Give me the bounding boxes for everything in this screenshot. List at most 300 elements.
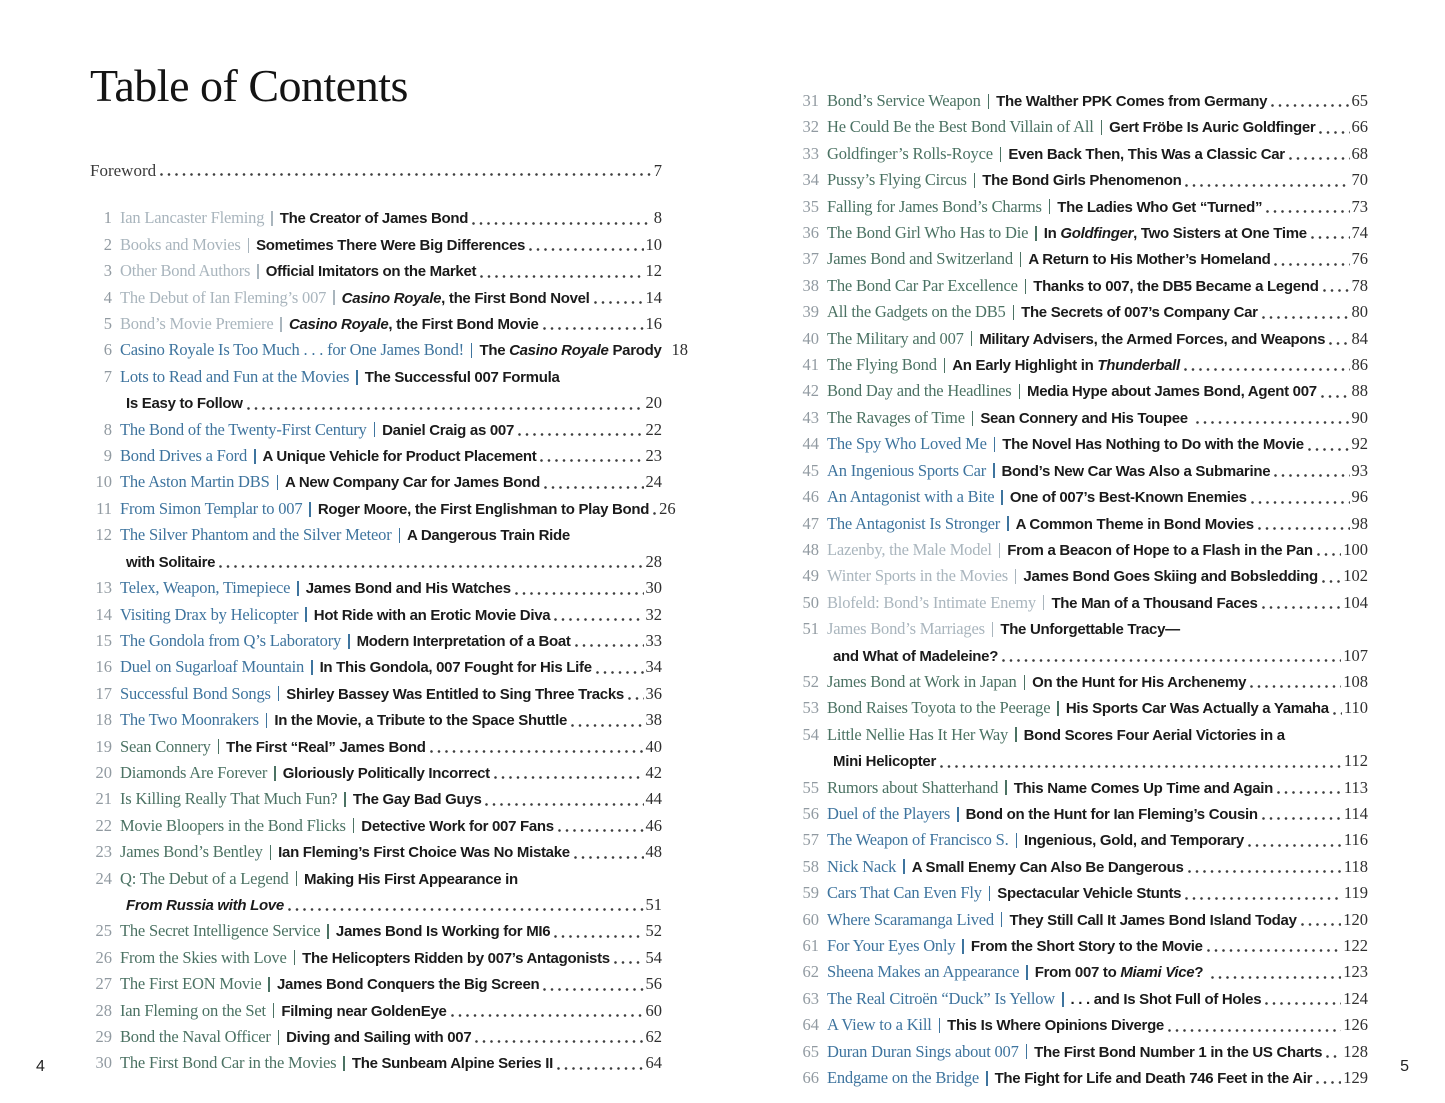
entry-topic: Rumors about Shatterhand bbox=[827, 777, 999, 797]
entry-body bbox=[120, 839, 662, 865]
subtitle-segment: Daniel Craig as 007 bbox=[382, 421, 514, 439]
separator-bar bbox=[311, 660, 313, 675]
toc-entry bbox=[90, 522, 662, 575]
dot-leader bbox=[653, 496, 657, 522]
entry-number: 61 bbox=[802, 936, 819, 955]
separator-bar bbox=[1001, 490, 1003, 505]
entry-subtitle bbox=[996, 89, 1267, 114]
entry-body bbox=[827, 827, 1368, 853]
entry-line bbox=[827, 273, 1368, 299]
dot-leader bbox=[451, 998, 644, 1024]
entry-subtitle bbox=[285, 470, 540, 495]
entry-subtitle bbox=[289, 312, 539, 337]
entry-page-number: 16 bbox=[645, 314, 662, 334]
entry-line bbox=[827, 907, 1368, 933]
toc-entry bbox=[797, 959, 1368, 985]
entry-number: 29 bbox=[95, 1027, 112, 1046]
separator-bar bbox=[218, 739, 220, 754]
dot-leader bbox=[1322, 563, 1341, 589]
entry-topic: Lots to Read and Fun at the Movies bbox=[120, 366, 350, 386]
entry-number: 2 bbox=[103, 234, 112, 254]
entry-body bbox=[827, 880, 1368, 906]
entry-body bbox=[120, 918, 662, 944]
toc-entry bbox=[90, 998, 662, 1024]
entry-page-number: 28 bbox=[645, 551, 662, 571]
entry-number: 47 bbox=[802, 513, 819, 533]
entry-subtitle bbox=[353, 787, 482, 812]
entry-line bbox=[120, 918, 662, 944]
entry-number: 60 bbox=[802, 909, 819, 929]
separator-bar bbox=[333, 290, 335, 305]
entry-topic: Visiting Drax by Helicopter bbox=[120, 604, 299, 624]
dot-leader bbox=[1185, 167, 1349, 193]
entry-body bbox=[827, 986, 1368, 1012]
separator-bar bbox=[1015, 569, 1017, 584]
subtitle-segment: James Bond and His Watches bbox=[305, 580, 511, 598]
entry-number: 12 bbox=[95, 525, 112, 545]
page-title: Table of Contents bbox=[90, 60, 408, 111]
toc-entry bbox=[797, 458, 1368, 484]
entry-topic: Bond’s Movie Premiere bbox=[120, 314, 274, 334]
subtitle-segment: Bond Scores Four Aerial Victories in a bbox=[1023, 726, 1285, 744]
subtitle-segment: Is Easy to Follow bbox=[126, 395, 243, 413]
toc-entry bbox=[90, 654, 662, 680]
separator-bar bbox=[1026, 1044, 1028, 1059]
entry-page-number: 20 bbox=[645, 393, 662, 413]
entry-number: 8 bbox=[103, 419, 112, 439]
separator-bar bbox=[1024, 675, 1026, 690]
dot-leader bbox=[1251, 484, 1350, 510]
subtitle-segment: Casino Royale bbox=[509, 342, 609, 360]
entry-body bbox=[120, 786, 662, 812]
entry-topic: An Ingenious Sports Car bbox=[827, 460, 987, 480]
subtitle-segment: The Creator of James Bond bbox=[279, 210, 469, 228]
entry-body bbox=[827, 484, 1368, 510]
entry-number: 59 bbox=[802, 883, 819, 903]
subtitle-segment: Military Advisers, the Armed Forces, and Weapons bbox=[979, 330, 1326, 348]
toc-entries-left bbox=[90, 205, 688, 1076]
dot-leader bbox=[1333, 695, 1342, 721]
dot-leader bbox=[1265, 986, 1341, 1012]
subtitle-segment: Modern Interpretation of a Boat bbox=[356, 632, 571, 650]
toc-entry bbox=[90, 707, 662, 733]
subtitle-segment: Thunderball bbox=[1097, 357, 1180, 375]
entry-topic: Ian Lancaster Fleming bbox=[120, 208, 265, 228]
toc-entry bbox=[90, 496, 676, 522]
toc-entry bbox=[90, 417, 662, 443]
separator-bar bbox=[1015, 727, 1017, 742]
entry-subtitle bbox=[1014, 776, 1273, 801]
entry-body bbox=[120, 364, 662, 417]
entry-page-number: 65 bbox=[1351, 91, 1368, 110]
entry-number: 66 bbox=[802, 1068, 819, 1088]
subtitle-segment: The Novel Has Nothing to Do with the Movie bbox=[1002, 436, 1304, 454]
entry-subtitle bbox=[971, 934, 1203, 959]
entry-line bbox=[827, 431, 1368, 457]
entry-body bbox=[827, 537, 1368, 563]
dot-leader bbox=[1319, 114, 1349, 140]
entry-subtitle bbox=[281, 999, 446, 1024]
entry-number: 1 bbox=[103, 208, 112, 228]
dot-leader bbox=[614, 945, 644, 971]
entry-line bbox=[120, 417, 662, 443]
entry-line bbox=[120, 311, 662, 337]
subtitle-segment: In This Gondola, 007 Fought for His Life bbox=[319, 659, 592, 677]
entry-body bbox=[827, 959, 1368, 985]
entry-subtitle bbox=[278, 840, 570, 865]
entry-number: 16 bbox=[95, 657, 112, 677]
entry-topic: Bond’s Service Weapon bbox=[827, 91, 981, 110]
dot-leader bbox=[160, 158, 652, 183]
subtitle-segment: In the Movie, a Tribute to the Space Shuttle bbox=[274, 712, 568, 730]
entry-body bbox=[120, 602, 662, 628]
entry-topic: Nick Nack bbox=[827, 856, 897, 876]
subtitle-segment: His Sports Car Was Actually a Yamaha bbox=[1065, 700, 1329, 718]
subtitle-segment: From the Short Story to the Movie bbox=[970, 938, 1203, 955]
toc-entry bbox=[797, 827, 1368, 853]
separator-bar bbox=[1019, 384, 1021, 399]
entry-topic: The Spy Who Loved Me bbox=[827, 434, 987, 454]
entry-subtitle bbox=[1033, 274, 1318, 299]
entry-body bbox=[120, 971, 662, 997]
entry-subtitle bbox=[361, 814, 554, 839]
toc-entry bbox=[90, 285, 662, 311]
entry-subtitle bbox=[479, 338, 661, 363]
separator-bar bbox=[356, 370, 358, 385]
separator-bar bbox=[999, 543, 1001, 558]
entry-subtitle bbox=[126, 391, 243, 416]
entry-topic: James Bond at Work in Japan bbox=[827, 671, 1017, 691]
subtitle-segment: The Successful 007 Formula bbox=[364, 368, 560, 386]
separator-bar bbox=[254, 449, 256, 464]
separator-bar bbox=[903, 859, 905, 874]
toc-entry bbox=[90, 971, 662, 997]
separator-bar bbox=[266, 713, 268, 728]
foreword-page-number: 7 bbox=[653, 161, 662, 180]
entry-subtitle bbox=[277, 972, 539, 997]
entry-subtitle bbox=[306, 576, 511, 601]
entry-line bbox=[827, 669, 1368, 695]
entry-body bbox=[120, 417, 662, 443]
entry-topic: The Debut of Ian Fleming’s 007 bbox=[120, 287, 327, 307]
subtitle-segment: Gert Fröbe Is Auric Goldfinger bbox=[1109, 119, 1316, 137]
entry-topic: Duel of the Players bbox=[827, 803, 951, 823]
entry-line bbox=[120, 522, 662, 548]
toc-entry bbox=[797, 590, 1368, 616]
subtitle-segment: This Is Where Opinions Diverge bbox=[947, 1017, 1164, 1035]
entry-line bbox=[120, 654, 662, 680]
entry-subtitle bbox=[912, 855, 1184, 880]
entry-topic: Casino Royale Is Too Much . . . for One James Bond! bbox=[120, 340, 464, 360]
entry-topic: James Bond and Switzerland bbox=[827, 249, 1013, 269]
entry-number: 18 bbox=[95, 710, 112, 730]
toc-entry bbox=[797, 299, 1368, 325]
entry-body bbox=[827, 669, 1368, 695]
entry-body bbox=[120, 1024, 662, 1050]
separator-bar bbox=[353, 818, 355, 833]
separator-bar bbox=[1101, 120, 1103, 135]
dot-leader bbox=[1274, 458, 1349, 484]
dot-leader bbox=[1323, 273, 1350, 299]
separator-bar bbox=[1007, 516, 1009, 531]
separator-bar bbox=[1035, 226, 1037, 241]
entry-number: 5 bbox=[103, 314, 112, 334]
toc-entry bbox=[797, 695, 1368, 721]
toc-entry bbox=[797, 511, 1368, 537]
entry-page-number: 60 bbox=[645, 1000, 662, 1020]
entry-subtitle bbox=[1066, 696, 1329, 721]
entry-page-number: 122 bbox=[1343, 936, 1368, 955]
entry-line bbox=[827, 537, 1368, 563]
entry-line bbox=[827, 695, 1368, 721]
dot-leader bbox=[219, 549, 643, 575]
entry-topic: The Flying Bond bbox=[827, 355, 937, 375]
entry-subtitle bbox=[365, 365, 560, 390]
entry-body bbox=[120, 945, 662, 971]
entry-topic: Telex, Weapon, Timepiece bbox=[120, 578, 291, 598]
entry-line bbox=[120, 364, 662, 390]
entry-page-number: 73 bbox=[1351, 196, 1368, 216]
subtitle-segment: Making His First Appearance in bbox=[304, 870, 518, 888]
entry-line bbox=[120, 681, 662, 707]
entry-topic: A View to a Kill bbox=[827, 1015, 932, 1035]
separator-bar bbox=[374, 422, 376, 437]
subtitle-segment: An Early Highlight in bbox=[952, 357, 1098, 375]
entry-body bbox=[120, 1050, 662, 1076]
entry-line bbox=[120, 337, 688, 363]
entry-page-number: 102 bbox=[1343, 566, 1368, 586]
separator-bar bbox=[343, 1056, 345, 1071]
entry-line bbox=[827, 933, 1368, 959]
dot-leader bbox=[1329, 326, 1349, 352]
entry-body bbox=[120, 469, 662, 495]
entry-body bbox=[120, 734, 662, 760]
subtitle-segment: James Bond Conquers the Big Screen bbox=[276, 976, 540, 994]
toc-entry bbox=[797, 801, 1368, 827]
entry-body bbox=[827, 907, 1368, 933]
subtitle-segment: Ingenious, Gold, and Temporary bbox=[1024, 832, 1244, 850]
toc-entry bbox=[90, 760, 662, 786]
entry-number: 7 bbox=[103, 366, 112, 386]
entry-number: 49 bbox=[802, 566, 819, 586]
dot-leader bbox=[558, 813, 644, 839]
dot-leader bbox=[544, 469, 644, 495]
subtitle-segment: Bond’s New Car Was Also a Submarine bbox=[1001, 462, 1271, 480]
entry-page-number: 32 bbox=[645, 604, 662, 624]
entry-subtitle bbox=[263, 444, 537, 469]
entry-subtitle bbox=[982, 168, 1181, 193]
subtitle-segment: The First “Real” James Bond bbox=[226, 738, 426, 756]
entry-line bbox=[120, 285, 662, 311]
entry-topic: Pussy’s Flying Circus bbox=[827, 170, 967, 190]
entry-body bbox=[827, 326, 1368, 352]
entry-number: 17 bbox=[95, 683, 112, 703]
entry-number: 11 bbox=[96, 498, 112, 518]
separator-bar bbox=[1062, 992, 1064, 1007]
entry-page-number: 124 bbox=[1343, 988, 1368, 1008]
subtitle-segment: Sometimes There Were Big Differences bbox=[256, 236, 526, 254]
entry-line bbox=[120, 602, 662, 628]
subtitle-segment: and What of Madeleine? bbox=[833, 647, 999, 665]
entry-page-number: 36 bbox=[645, 683, 662, 703]
entry-topic: The Bond Girl Who Has to Die bbox=[827, 223, 1029, 243]
entry-number: 15 bbox=[95, 630, 112, 650]
entry-topic: Lazenby, the Male Model bbox=[827, 539, 992, 559]
entry-number: 32 bbox=[802, 117, 819, 137]
entry-subtitle bbox=[1021, 300, 1258, 325]
dot-leader bbox=[1274, 246, 1349, 272]
toc-entry bbox=[90, 205, 662, 231]
entry-page-number: 98 bbox=[1351, 513, 1368, 533]
entry-subtitle bbox=[833, 749, 936, 774]
entry-number: 19 bbox=[95, 736, 112, 756]
folio-page-number-left: 4 bbox=[36, 1058, 45, 1075]
entry-number: 35 bbox=[802, 196, 819, 216]
entry-line bbox=[827, 1039, 1368, 1065]
subtitle-segment: In bbox=[1043, 225, 1061, 243]
toc-entry bbox=[90, 337, 688, 363]
dot-leader bbox=[247, 390, 644, 416]
entry-subtitle bbox=[1028, 247, 1270, 272]
entry-line bbox=[120, 945, 662, 971]
toc-entry bbox=[797, 563, 1368, 589]
dot-leader bbox=[1262, 801, 1342, 827]
entry-number: 21 bbox=[95, 789, 112, 809]
toc-entry bbox=[797, 907, 1368, 933]
toc-entry bbox=[797, 246, 1368, 272]
entry-body bbox=[827, 511, 1368, 537]
separator-bar bbox=[305, 607, 307, 622]
entry-line bbox=[827, 299, 1368, 325]
entry-page-number: 34 bbox=[645, 657, 662, 677]
entry-subtitle bbox=[304, 867, 518, 892]
separator-bar bbox=[993, 463, 995, 478]
separator-bar bbox=[296, 871, 298, 886]
entry-line bbox=[827, 352, 1368, 378]
entry-number: 43 bbox=[802, 407, 819, 427]
dot-leader bbox=[1184, 352, 1350, 378]
entry-topic: From Simon Templar to 007 bbox=[120, 498, 303, 518]
entry-number: 39 bbox=[802, 302, 819, 322]
entry-subtitle bbox=[1044, 221, 1307, 246]
entry-subtitle bbox=[274, 708, 567, 733]
entry-subtitle bbox=[1057, 195, 1262, 220]
entry-topic: The Aston Martin DBS bbox=[120, 472, 270, 492]
entry-number: 38 bbox=[802, 275, 819, 295]
entry-number: 57 bbox=[802, 830, 819, 850]
separator-bar bbox=[399, 528, 401, 543]
entry-topic: Goldfinger’s Rolls-Royce bbox=[827, 143, 993, 163]
entry-page-number: 114 bbox=[1343, 803, 1368, 823]
entry-page-number: 110 bbox=[1343, 698, 1368, 718]
dot-leader bbox=[1289, 141, 1350, 167]
entry-subtitle bbox=[952, 353, 1180, 378]
entry-topic: Duran Duran Sings about 007 bbox=[827, 1041, 1019, 1061]
entry-subtitle bbox=[126, 550, 215, 575]
entry-topic: The Two Moonrakers bbox=[120, 710, 259, 730]
entry-number: 4 bbox=[103, 287, 112, 307]
dot-leader bbox=[1311, 220, 1350, 246]
entry-page-number: 96 bbox=[1351, 487, 1368, 507]
entry-page-number: 51 bbox=[645, 894, 662, 914]
entry-topic: Little Nellie Has It Her Way bbox=[827, 724, 1009, 744]
entry-page-number: 12 bbox=[645, 261, 662, 281]
dot-leader bbox=[575, 628, 644, 654]
entry-body bbox=[827, 616, 1368, 669]
entry-topic: Where Scaramanga Lived bbox=[827, 909, 994, 929]
entry-topic: Q: The Debut of a Legend bbox=[120, 868, 289, 888]
entry-page-number: 40 bbox=[645, 736, 662, 756]
entry-number: 30 bbox=[95, 1053, 112, 1073]
entry-subtitle bbox=[266, 259, 476, 284]
entry-subtitle bbox=[966, 802, 1258, 827]
separator-bar bbox=[1043, 595, 1045, 610]
toc-entry bbox=[90, 628, 662, 654]
entry-subtitle bbox=[314, 603, 551, 628]
toc-entry bbox=[90, 734, 662, 760]
entry-line bbox=[120, 971, 662, 997]
entry-line-continuation bbox=[120, 390, 662, 416]
entry-page-number: 108 bbox=[1343, 671, 1368, 691]
page-left bbox=[90, 60, 688, 1077]
entry-topic: The Silver Phantom and the Silver Meteor bbox=[120, 525, 392, 545]
entry-number: 41 bbox=[802, 355, 819, 375]
dot-leader bbox=[1211, 959, 1341, 985]
subtitle-segment: They Still Call It James Bond Island Today bbox=[1009, 911, 1297, 929]
entry-number: 63 bbox=[802, 988, 819, 1008]
subtitle-segment: with Solitaire bbox=[126, 553, 216, 571]
entry-page-number: 76 bbox=[1351, 249, 1368, 269]
entry-body bbox=[120, 443, 662, 469]
subtitle-segment: The Walther PPK Comes from Germany bbox=[996, 93, 1268, 110]
entry-body bbox=[120, 337, 688, 363]
entry-line bbox=[120, 734, 662, 760]
entry-topic: An Antagonist with a Bite bbox=[827, 487, 995, 507]
dot-leader bbox=[1317, 537, 1341, 563]
subtitle-segment: A Return to His Mother’s Homeland bbox=[1028, 251, 1271, 269]
toc-entry bbox=[797, 114, 1368, 140]
entry-page-number: 46 bbox=[645, 815, 662, 835]
dot-leader bbox=[1207, 933, 1342, 959]
subtitle-segment: Thanks to 007, the DB5 Became a Legend bbox=[1033, 277, 1319, 295]
entry-topic: Bond Raises Toyota to the Peerage bbox=[827, 698, 1051, 718]
dot-leader bbox=[475, 1024, 643, 1050]
separator-bar bbox=[1020, 252, 1022, 267]
entry-topic: The Bond of the Twenty-First Century bbox=[120, 419, 367, 439]
entry-page-number: 70 bbox=[1351, 170, 1368, 190]
toc-entry bbox=[797, 141, 1368, 167]
entry-topic: The Secret Intelligence Service bbox=[120, 921, 321, 941]
toc-entry bbox=[797, 431, 1368, 457]
entry-number: 37 bbox=[802, 249, 819, 269]
subtitle-segment: A New Company Car for James Bond bbox=[285, 474, 540, 492]
subtitle-segment: Media Hype about James Bond, Agent 007 bbox=[1027, 383, 1317, 401]
entry-line bbox=[120, 839, 662, 865]
entry-number: 62 bbox=[802, 962, 819, 982]
entry-subtitle bbox=[833, 644, 998, 669]
entry-number: 64 bbox=[802, 1015, 819, 1035]
entry-body bbox=[120, 311, 662, 337]
entry-number: 48 bbox=[802, 539, 819, 559]
entry-topic: Movie Bloopers in the Bond Flicks bbox=[120, 815, 346, 835]
subtitle-segment: The Man of a Thousand Faces bbox=[1051, 594, 1258, 612]
subtitle-segment: Official Imitators on the Market bbox=[265, 263, 477, 281]
entry-subtitle bbox=[302, 946, 610, 971]
entry-body bbox=[120, 205, 662, 231]
toc-entry bbox=[797, 537, 1368, 563]
toc-entry bbox=[797, 88, 1368, 114]
entry-subtitle bbox=[1109, 115, 1315, 140]
